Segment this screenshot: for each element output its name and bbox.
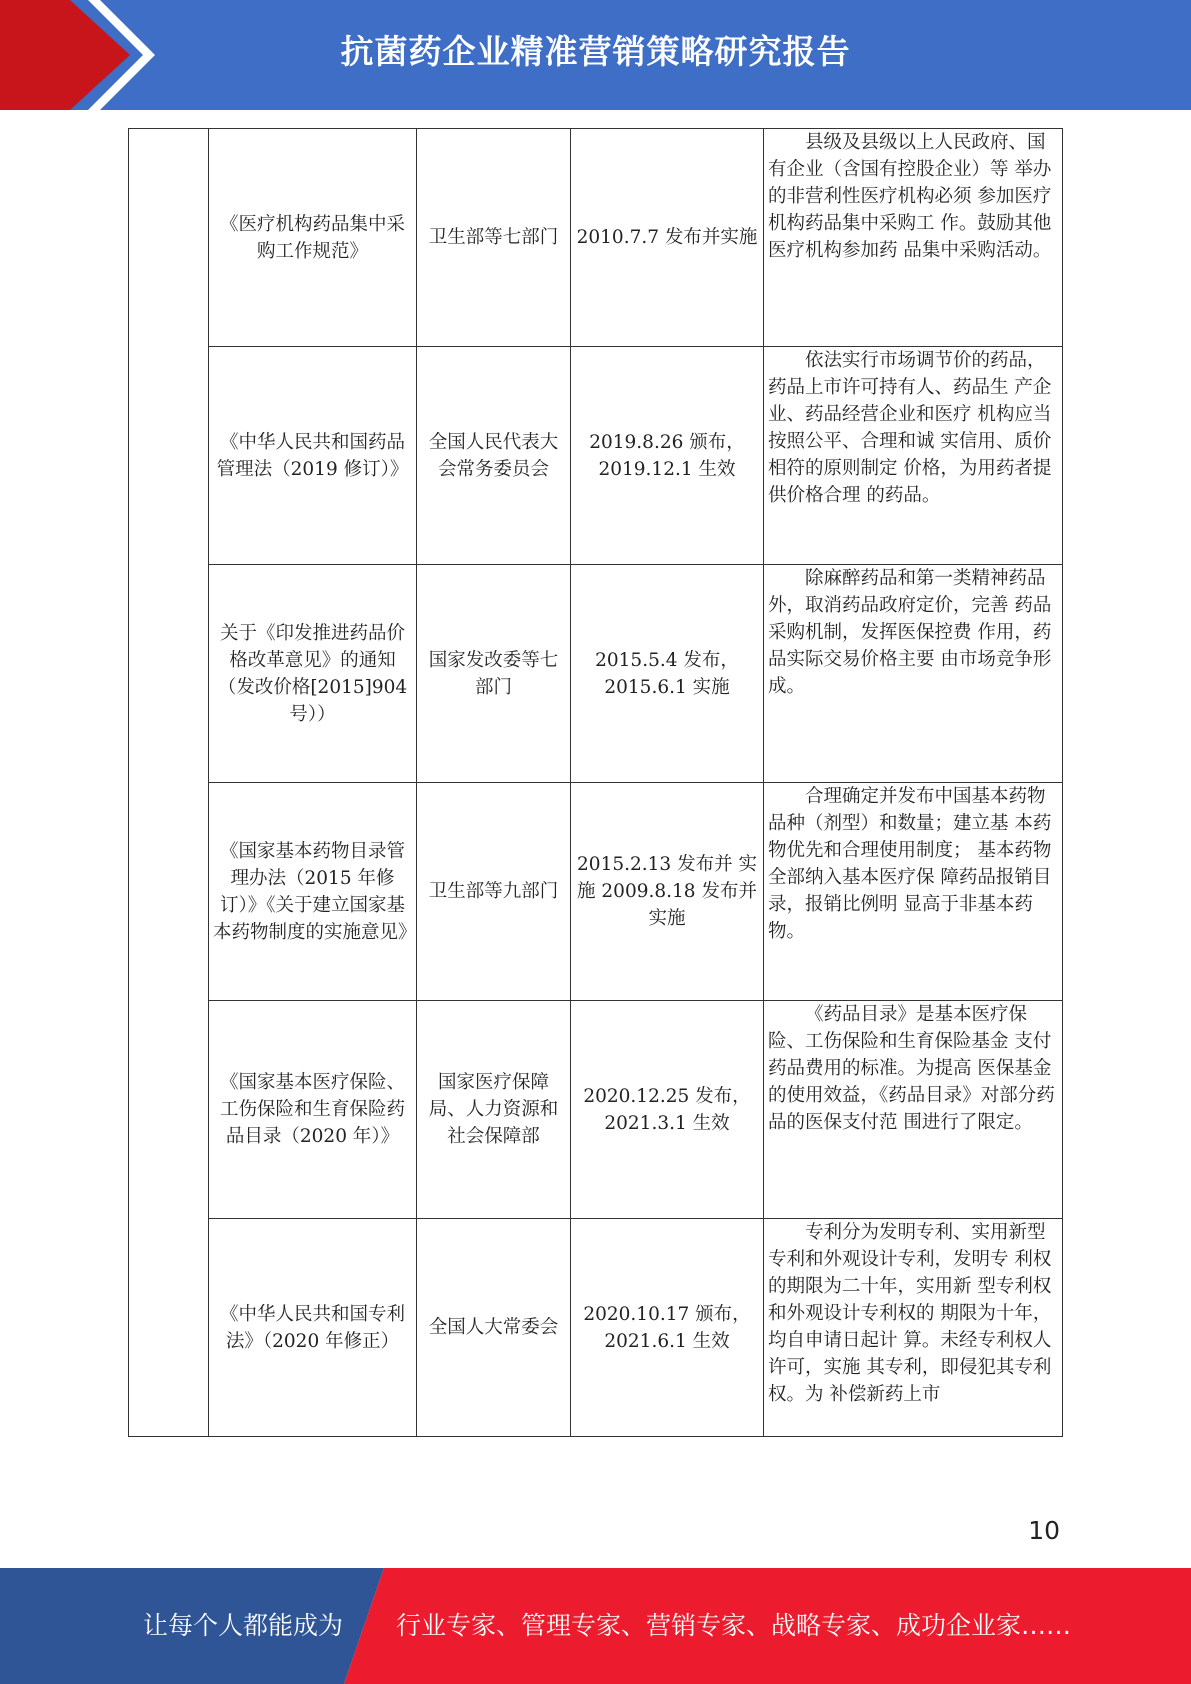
- policy-content-cell: [764, 1219, 1063, 1437]
- policy-name-cell: 《医疗机构药品集中采购工作规范》: [209, 129, 417, 347]
- table-row: [129, 565, 1063, 783]
- release-date-cell: 2020.10.17 颁布，2021.6.1 生效: [571, 1219, 764, 1437]
- category-cell: [129, 129, 209, 1437]
- page-footer: [0, 1568, 1191, 1684]
- issuing-department-cell: 全国人民代表大会常务委员会: [417, 347, 571, 565]
- policy-content-cell: [764, 347, 1063, 565]
- policy-name-cell: 《中华人民共和国专利法》（2020 年修正）: [209, 1219, 417, 1437]
- issuing-department-cell: 国家医疗保障局、人力资源和社会保障部: [417, 1001, 571, 1219]
- table-row: [129, 1001, 1063, 1219]
- issuing-department-cell: 卫生部等九部门: [417, 783, 571, 1001]
- footer-slogan-right: 行业专家、管理专家、营销专家、战略专家、成功企业家……: [396, 1611, 1072, 1640]
- policy-table: [128, 128, 1063, 1437]
- release-date-cell: 2020.12.25 发布，2021.3.1 生效: [571, 1001, 764, 1219]
- policy-name-cell: 关于《印发推进药品价格改革意见》的通知（发改价格[2015]904 号））: [209, 565, 417, 783]
- issuing-department-cell: 全国人大常委会: [417, 1219, 571, 1437]
- policy-content-cell: [764, 783, 1063, 1001]
- policy-content-text: 合理确定并发布中国基本药物品种（剂型）和数量；建立基 本药物优先和合理使用制度； 基本药物全部纳入基本医疗保 障药品报销目录，报销比例明 显高于非基本药物。: [768, 786, 1052, 942]
- issuing-department-cell: 卫生部等七部门: [417, 129, 571, 347]
- release-date-cell: 2015.2.13 发布并 实施 2009.8.18 发布并 实施: [571, 783, 764, 1001]
- policy-content-text: 县级及县级以上人民政府、国有企业（含国有控股企业）等 举办的非营利性医疗机构必须 参加医疗机构药品集中采购工 作。鼓励其他医疗机构参加药 品集中采购活动。: [768, 132, 1052, 261]
- policy-name-cell: 《中华人民共和国药品管理法（2019 修订）》: [209, 347, 417, 565]
- page-title: 抗菌药企业精准营销策略研究报告: [340, 32, 851, 71]
- table-row: [129, 783, 1063, 1001]
- policy-content-cell: [764, 565, 1063, 783]
- footer-slogan-left: 让每个人都能成为: [143, 1611, 344, 1640]
- policy-name-cell: 《国家基本医疗保险、工伤保险和生育保险药品目录（2020 年）》: [209, 1001, 417, 1219]
- page-header: [0, 0, 1191, 110]
- policy-name-cell: 《国家基本药物目录管理办法（2015 年修订）》《关于建立国家基本药物制度的实施意见》: [209, 783, 417, 1001]
- release-date-cell: 2019.8.26 颁布，2019.12.1 生效: [571, 347, 764, 565]
- policy-content-cell: [764, 1001, 1063, 1219]
- policy-content-cell: [764, 129, 1063, 347]
- table-row: [129, 1219, 1063, 1437]
- release-date-cell: 2010.7.7 发布并实施: [571, 129, 764, 347]
- release-date-cell: 2015.5.4 发布，2015.6.1 实施: [571, 565, 764, 783]
- table-row: [129, 129, 1063, 347]
- page-number: 10: [1028, 1516, 1060, 1545]
- table-row: [129, 347, 1063, 565]
- policy-content-text: 专利分为发明专利、实用新型专利和外观设计专利，发明专 利权的期限为二十年，实用新 型专利权和外观设计专利权的 期限为十年，均自申请日起计 算。未经专利权人许可，实施 其专利，即侵犯其专利权。为 补偿新药上市: [768, 1222, 1052, 1405]
- policy-content-text: 除麻醉药品和第一类精神药品外，取消药品政府定价，完善 药品采购机制，发挥医保控费 作用，药品实际交易价格主要 由市场竞争形成。: [768, 568, 1052, 697]
- policy-content-text: 依法实行市场调节价的药品，药品上市许可持有人、药品生 产企业、药品经营企业和医疗 机构应当按照公平、合理和诚 实信用、质价相符的原则制定 价格，为用药者提供价格合理 的药品。: [768, 350, 1052, 506]
- policy-content-text: 《药品目录》是基本医疗保险、工伤保险和生育保险基金 支付药品费用的标准。为提高 医保基金的使用效益，《药品目录》对部分药品的医保支付范 围进行了限定。: [768, 1004, 1055, 1133]
- issuing-department-cell: 国家发改委等七部门: [417, 565, 571, 783]
